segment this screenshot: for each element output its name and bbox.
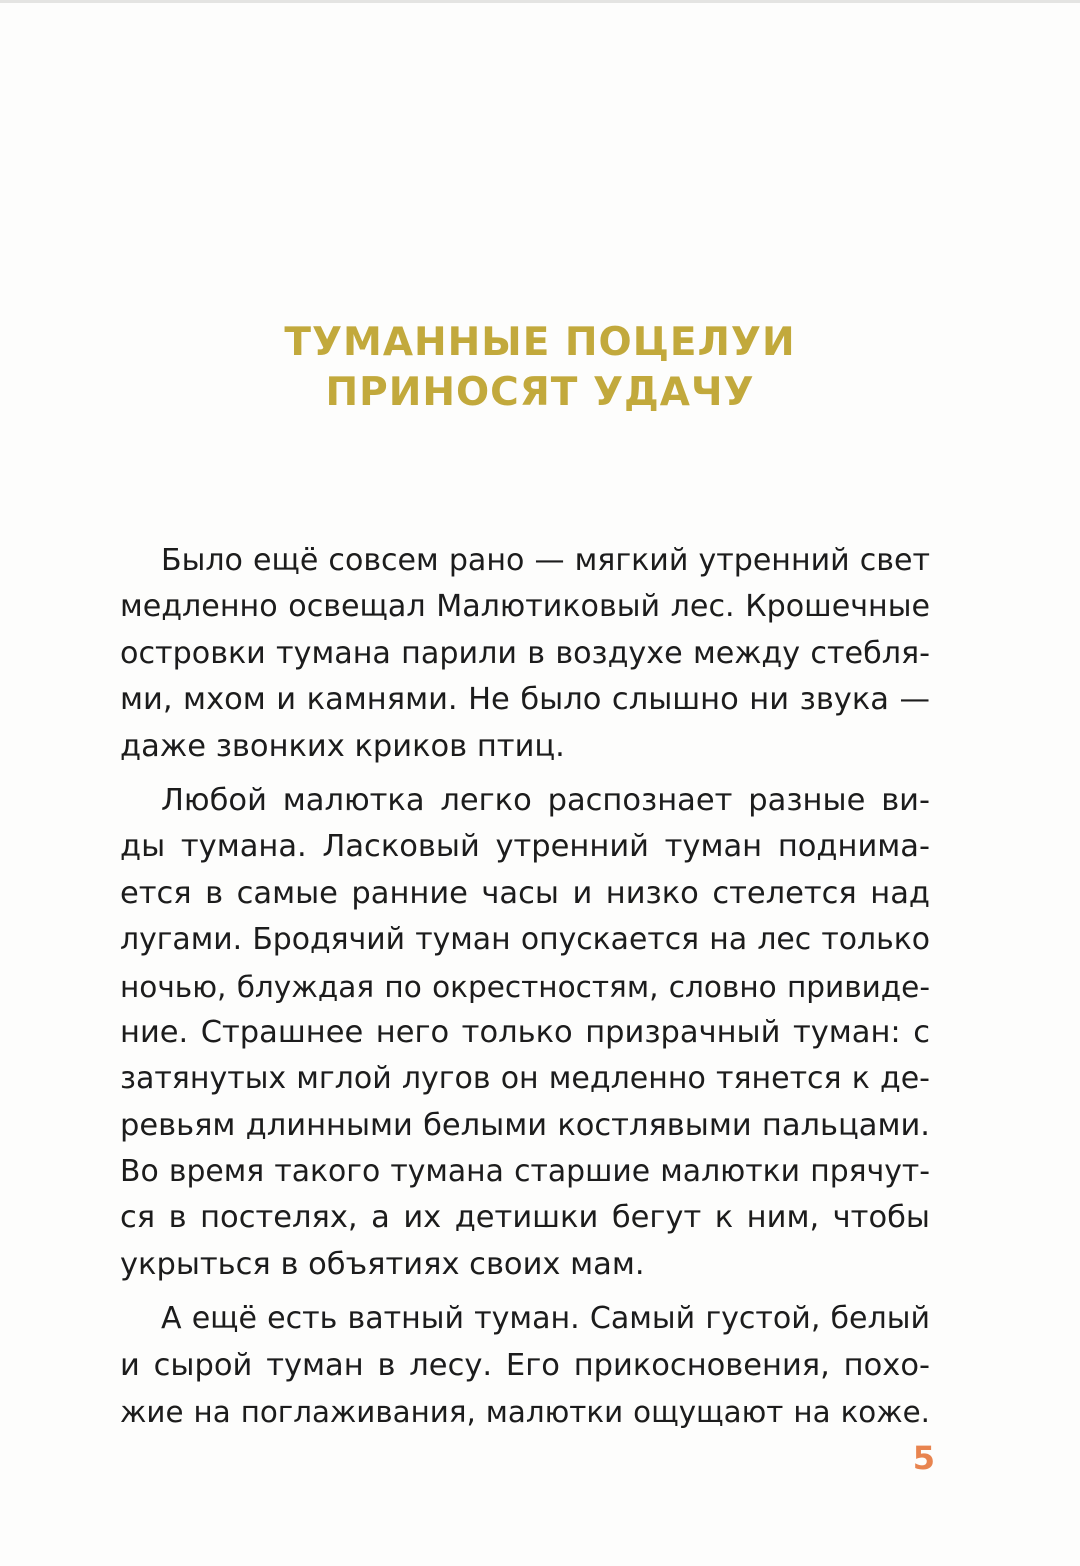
- text-line: и сырой туман в лесу. Его прикосновения, похо-: [120, 1347, 930, 1383]
- chapter-title: [0, 318, 1080, 418]
- text-line: ние. Страшнее него только призрачный туман: с: [120, 1014, 930, 1050]
- chapter-title-line-2: ПРИНОСЯТ УДАЧУ: [325, 370, 755, 416]
- text-line: затянутых мглой лугов он медленно тянется к де-: [120, 1061, 930, 1097]
- chapter-title-line-1: ТУМАННЫЕ ПОЦЕЛУИ: [284, 320, 796, 366]
- text-line: А ещё есть ватный туман. Самый густой, белый: [161, 1301, 930, 1337]
- paragraph-3: [120, 1296, 930, 1435]
- text-line: Было ещё совсем рано — мягкий утренний свет: [161, 543, 930, 578]
- text-line: ется в самые ранние часы и низко стелется над: [120, 875, 930, 911]
- paragraph-1: [120, 538, 930, 770]
- body-text: [120, 538, 930, 1435]
- text-line: укрыться в объятиях своих мам.: [120, 1246, 645, 1282]
- text-line: даже звонких криков птиц.: [120, 728, 565, 764]
- text-line: ды тумана. Ласковый утренний туман поднима-: [120, 829, 930, 865]
- page-number: 5: [912, 1439, 935, 1477]
- paragraph-gap: [120, 770, 930, 778]
- paragraph-2: [120, 778, 930, 1288]
- text-line: ми, мхом и камнями. Не было слышно ни звука —: [120, 682, 930, 718]
- text-line: жие на поглаживания, малютки ощущают на коже.: [120, 1395, 930, 1430]
- page-top-edge: [0, 0, 1080, 3]
- text-line: Любой малютка легко распознает разные ви-: [161, 782, 930, 818]
- text-line: островки тумана парили в воздухе между стебля-: [120, 635, 930, 671]
- text-line: лугами. Бродячий туман опускается на лес только: [120, 922, 930, 958]
- text-line: ся в постелях, а их детишки бегут к ним, чтобы: [120, 1200, 930, 1236]
- text-line: Во время такого тумана старшие малютки прячут-: [120, 1154, 930, 1190]
- text-line: медленно освещал Малютиковый лес. Крошечные: [120, 589, 930, 625]
- text-line: ночью, блуждая по окрестностям, словно привиде-: [120, 969, 930, 1004]
- paragraph-gap: [120, 1288, 930, 1296]
- text-line: ревьям длинными белыми костлявыми пальцами.: [120, 1107, 930, 1143]
